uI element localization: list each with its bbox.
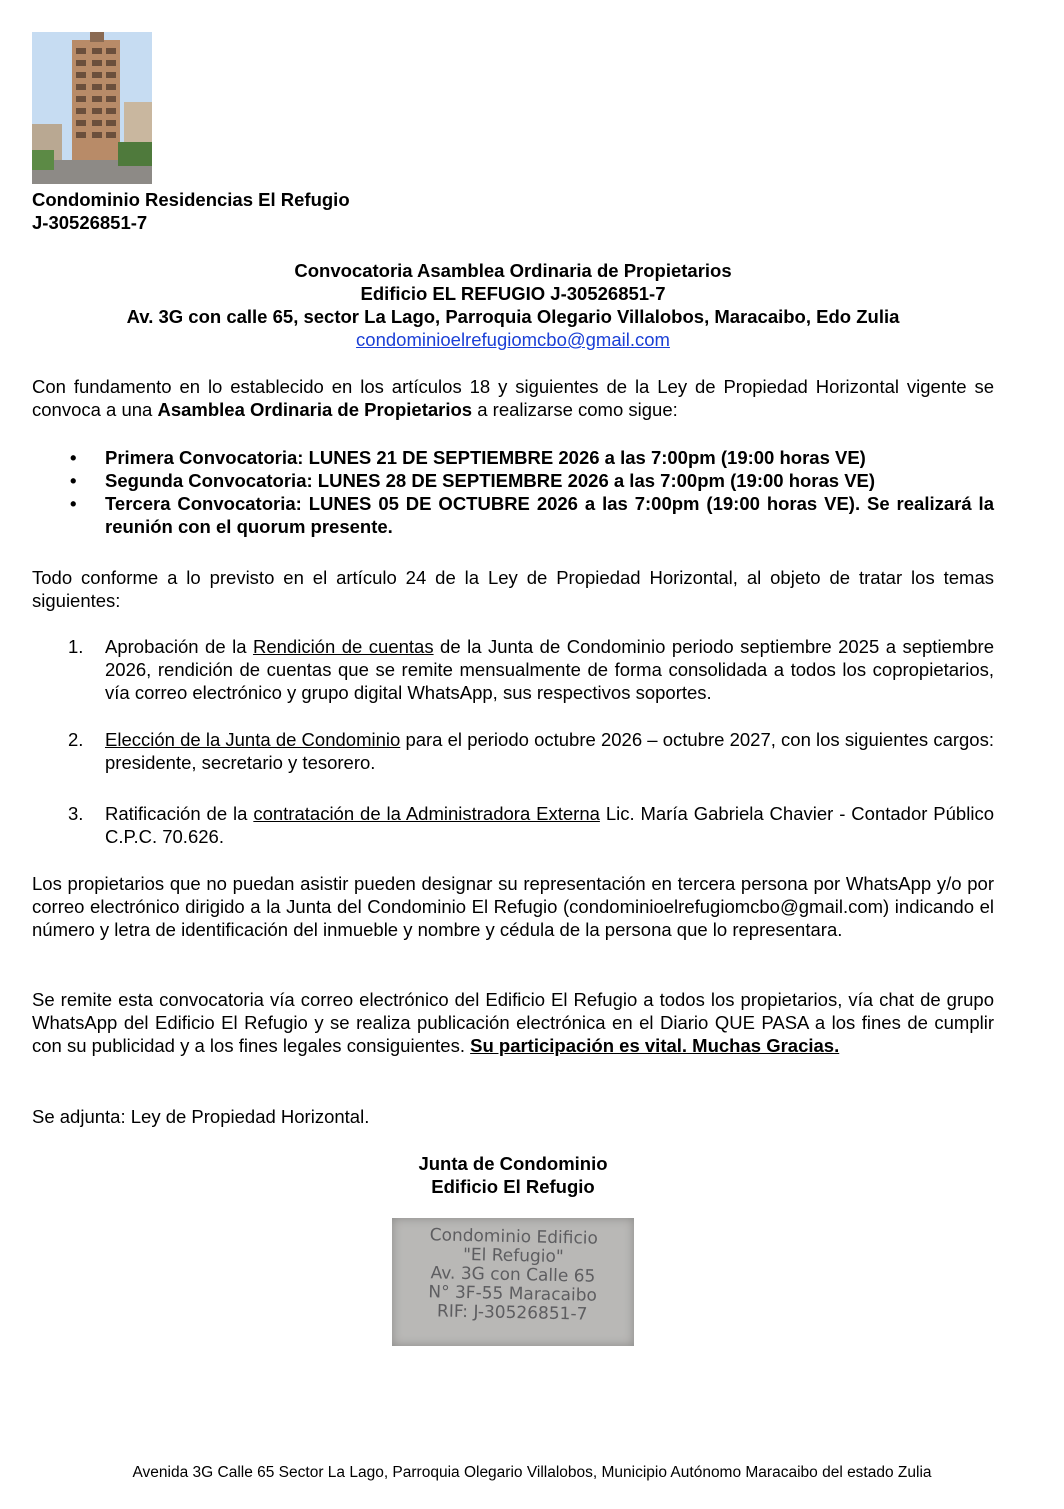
agenda-intro: Todo conforme a lo previsto en el artículo 24 de la Ley de Propiedad Horizontal, al objeto de tratar los temas siguientes: <box>32 567 994 611</box>
building-line: Edificio EL REFUGIO J-30526851-7 <box>360 283 666 304</box>
closing-message: Su participación es vital. Muchas Gracias. <box>470 1035 840 1056</box>
agenda-underlined: Rendición de cuentas <box>252 636 434 657</box>
condominium-stamp: Condominio Edificio "El Refugio" Av. 3G con Calle 65 N° 3F-55 Maracaibo RIF: J-30526851-7 <box>392 1218 634 1346</box>
agenda-number: 3. <box>68 803 84 824</box>
agenda-item: 1. Aprobación de la Rendición de cuentas de la Junta de Condominio periodo septiembre 2025 a septiembre 2026, rendición de cuentas que se remite mensualmente de forma consolidada a todos los copropietarios, vía correo electrónico y grupo digital WhatsApp, sus respectivos soportes. <box>68 636 994 703</box>
list-item: • Primera Convocatoria: LUNES 21 DE SEPTIEMBRE 2026 a las 7:00pm (19:00 horas VE) <box>70 447 866 468</box>
bullet-icon: • <box>70 493 77 514</box>
bullet-icon: • <box>70 470 77 491</box>
agenda-number: 1. <box>68 636 84 657</box>
intro-paragraph <box>32 375 994 421</box>
agenda-number: 2. <box>68 729 84 750</box>
representation-paragraph: Los propietarios que no puedan asistir pueden designar su representación en tercera persona por WhatsApp y/o por correo electrónico dirigido a la Junta del Condominio El Refugio (condominioelrefugiomcbo@gmail.com) indicando el número y letra de identificación del inmueble y nombre y cédula de la persona que lo representara. <box>32 873 994 940</box>
publicity-paragraph: Se remite esta convocatoria vía correo electrónico del Edificio El Refugio a todos los propietarios, vía chat de grupo WhatsApp del Edificio El Refugio y se realiza publicación electrónica en el Diario QUE PASA a los fines de cumplir con su publicidad y a los fines legales consiguientes. Su participación es vital. Muchas Gracias. <box>32 989 994 1056</box>
document-title: Convocatoria Asamblea Ordinaria de Propietarios <box>294 260 732 281</box>
agenda-underlined: Elección de la Junta de Condominio <box>105 729 401 750</box>
org-name: Condominio Residencias El Refugio <box>32 189 350 210</box>
org-rif: J-30526851-7 <box>32 212 148 233</box>
signature-line-2: Edificio El Refugio <box>431 1176 595 1197</box>
agenda-item: 3. Ratificación de la contratación de la Administradora Externa Lic. María Gabriela Chavier - Contador Público C.P.C. 70.626. <box>68 803 994 847</box>
attachment-note: Se adjunta: Ley de Propiedad Horizontal. <box>32 1106 370 1127</box>
signature-line-1: Junta de Condominio <box>418 1153 608 1174</box>
address-line: Av. 3G con calle 65, sector La Lago, Parroquia Olegario Villalobos, Maracaibo, Edo Zulia <box>126 306 900 327</box>
footer-address: Avenida 3G Calle 65 Sector La Lago, Parroquia Olegario Villalobos, Municipio Autónomo Maracaibo del estado Zulia <box>132 1464 932 1481</box>
list-item: • Tercera Convocatoria: LUNES 05 DE OCTUBRE 2026 a las 7:00pm (19:00 horas VE). Se realizará la reunión con el quorum presente. <box>70 493 994 537</box>
intro-text-before: Con fundamento en lo establecido en los artículos 18 y siguientes de la Ley de Propiedad Horizontal vigente se convoca a una <box>32 376 994 420</box>
intro-text-after: a realizarse como sigue: <box>472 399 678 420</box>
intro-bold: Asamblea Ordinaria de Propietarios <box>157 399 473 420</box>
agenda-item: 2. Elección de la Junta de Condominio para el periodo octubre 2026 – octubre 2027, con los siguientes cargos: presidente, secretario y tesorero. <box>68 729 994 773</box>
email-link[interactable]: condominioelrefugiomcbo@gmail.com <box>356 329 670 350</box>
list-item: • Segunda Convocatoria: LUNES 28 DE SEPTIEMBRE 2026 a las 7:00pm (19:00 horas VE) <box>70 470 876 491</box>
agenda-underlined: contratación de la Administradora Externa <box>253 803 600 824</box>
building-photo <box>32 32 152 184</box>
bullet-icon: • <box>70 447 77 468</box>
convocatorias-list <box>32 446 994 538</box>
